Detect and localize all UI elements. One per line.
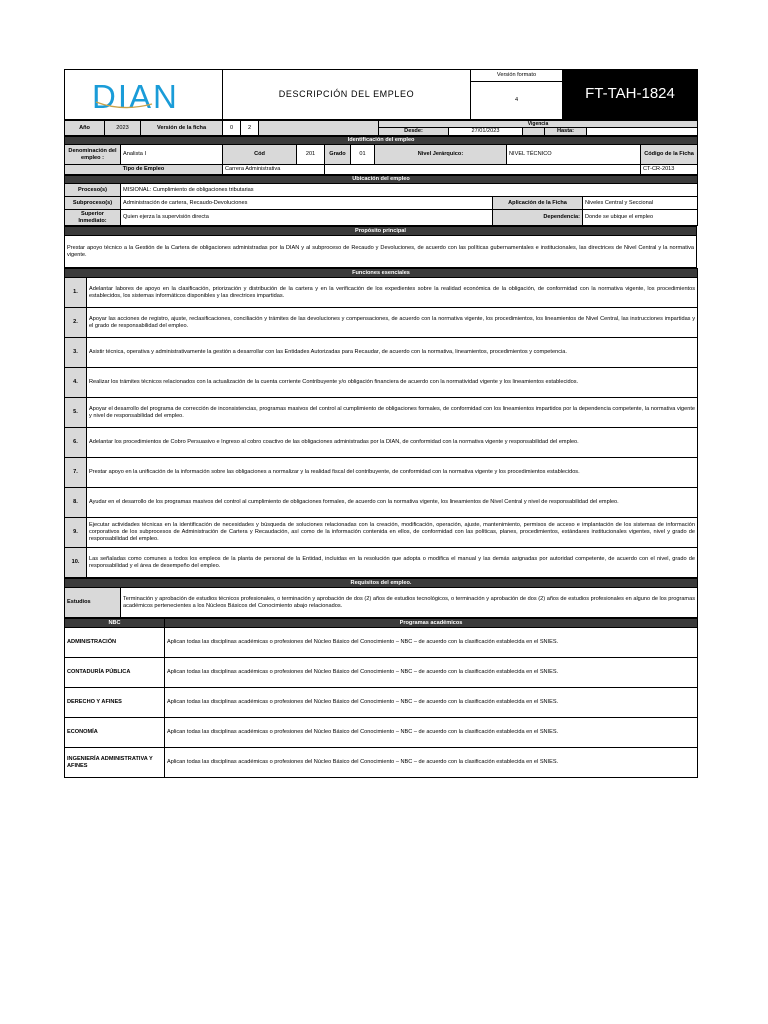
vigencia-label-text: Vigencia — [527, 121, 549, 127]
nbc-name: ECONOMÍA — [65, 718, 165, 748]
function-number: 3. — [65, 338, 87, 368]
codigo-ficha-value: CT-CR-2013 — [641, 165, 698, 175]
nbc-programs: Aplican todas las disciplinas académicas o profesiones del Núcleo Básico del Conocimiento – NBC – de acuerdo con la clasificación establecida en el SNIES. — [165, 718, 698, 748]
nbc-name: CONTADURÍA PÚBLICA — [65, 658, 165, 688]
denominacion-value: Analista I — [121, 145, 223, 165]
proceso-value: MISIONAL: Cumplimiento de obligaciones tributarias — [121, 184, 698, 197]
cod-value: 201 — [297, 145, 325, 165]
nbc-programs: Aplican todas las disciplinas académicas o profesiones del Núcleo Básico del Conocimiento – NBC – de acuerdo con la clasificación establecida en el SNIES. — [165, 658, 698, 688]
job-description-form — [64, 69, 697, 778]
desde-label: Desde: — [379, 128, 449, 136]
denominacion-label: Denominación del empleo : — [65, 145, 121, 165]
function-number: 7. — [65, 458, 87, 488]
dependencia-value: Donde se ubique el empleo — [583, 210, 698, 226]
functions-section — [64, 268, 698, 578]
version-ficha-a: 0 — [223, 121, 241, 136]
estudios-label: Estudios — [65, 588, 121, 618]
form-title: DESCRIPCIÓN DEL EMPLEO — [223, 70, 471, 120]
tipo-spacer — [325, 165, 641, 175]
nbc-programs: Aplican todas las disciplinas académicas o profesiones del Núcleo Básico del Conocimiento – NBC – de acuerdo con la clasificación establecida en el SNIES. — [165, 628, 698, 658]
table-row — [65, 658, 698, 688]
estudios-value: Terminación y aprobación de estudios técnicos profesionales, o terminación y aprobación de dos (2) años de estudios tecnológicos, o terminación y aprobación de dos (2) años de estudios profesionales en alguno de los programas académicos pertenecientes a los Núcleos Básicos del Conocimiento abajo relacionados. — [121, 588, 698, 618]
function-number: 5. — [65, 398, 87, 428]
nbc-name: INGENIERÍA ADMINISTRATIVA Y AFINES — [65, 748, 165, 778]
location-section — [64, 175, 698, 226]
function-text: Realizar los trámites técnicos relacionados con la actualización de la cuenta corriente Contribuyente y/o obligación financiera de acuerdo con la normatividad vigente y los lineamientos establecidos. — [87, 368, 698, 398]
tipo-label: Tipo de Empleo — [65, 165, 223, 175]
nbc-header: NBC — [65, 619, 165, 628]
identification-title: Identificación del empleo — [65, 137, 698, 145]
nivel-value: NIVEL TÉCNICO — [507, 145, 641, 165]
tipo-value: Carrera Administrativa — [223, 165, 325, 175]
nbc-name: DERECHO Y AFINES — [65, 688, 165, 718]
proceso-label: Proceso(s) — [65, 184, 121, 197]
subproceso-label: Subproceso(s) — [65, 197, 121, 210]
purpose-title: Propósito principal — [65, 227, 697, 236]
table-row — [65, 628, 698, 658]
functions-title: Funciones esenciales — [65, 269, 698, 278]
grado-value: 01 — [351, 145, 375, 165]
version-format-value: 4 — [471, 82, 563, 120]
function-text: Adelantar labores de apoyo en la clasificación, priorización y distribución de la cartera y en la verificación de los expedientes sobre la realidad económica de la obligación, de conformidad con la normativa vigente, los procedimientos establecidos, los sistemas informáticos disponibles y las directrices impartidas. — [87, 278, 698, 308]
dependencia-label: Dependencia: — [493, 210, 583, 226]
hasta-value — [587, 128, 698, 136]
function-text: Las señaladas como comunes a todos los empleos de la planta de personal de la Entidad, incluidas en la resolución que adopta o modifica el manual y las demás asignadas por autoridad competente, de acuerdo con el nivel, grado de responsabilidad y el área de desempeño del empleo. — [87, 548, 698, 578]
function-number: 1. — [65, 278, 87, 308]
aplicacion-value: Niveles Central y Seccional — [583, 197, 698, 210]
year-value: 2023 — [105, 121, 141, 136]
function-number: 6. — [65, 428, 87, 458]
form-code: FT-TAH-1824 — [563, 70, 698, 120]
identification-section — [64, 136, 698, 175]
version-ficha-label: Versión de la ficha — [141, 121, 223, 136]
dian-logo-icon — [92, 78, 196, 112]
subproceso-value: Administración de cartera, Recaudo-Devoluciones — [121, 197, 493, 210]
spacer-cell — [259, 121, 379, 136]
form-header — [64, 69, 698, 120]
meta-row — [64, 120, 698, 136]
nbc-table — [64, 618, 698, 778]
function-number: 10. — [65, 548, 87, 578]
spacer-cell-2 — [523, 128, 545, 136]
codigo-ficha-label: Código de la Ficha — [641, 145, 698, 165]
table-row — [65, 718, 698, 748]
svg-text:DIAN: DIAN — [91, 77, 179, 112]
function-number: 2. — [65, 308, 87, 338]
table-row — [65, 688, 698, 718]
function-number: 8. — [65, 488, 87, 518]
nbc-programs: Aplican todas las disciplinas académicas o profesiones del Núcleo Básico del Conocimiento – NBC – de acuerdo con la clasificación establecida en el SNIES. — [165, 748, 698, 778]
dian-logo — [65, 70, 223, 120]
function-number: 4. — [65, 368, 87, 398]
nbc-programs: Aplican todas las disciplinas académicas o profesiones del Núcleo Básico del Conocimiento – NBC – de acuerdo con la clasificación establecida en el SNIES. — [165, 688, 698, 718]
version-ficha-b: 2 — [241, 121, 259, 136]
version-format-label: Versión formato — [471, 70, 563, 82]
requirements-section — [64, 578, 698, 618]
aplicacion-label: Aplicación de la Ficha — [493, 197, 583, 210]
nivel-label: Nivel Jerárquico: — [375, 145, 507, 165]
year-label: Año — [65, 121, 105, 136]
purpose-section — [64, 226, 697, 268]
function-text: Apoyar las acciones de registro, ajuste, reclasificaciones, conciliación y trámites de las devoluciones y compensaciones, de acuerdo con la normativa vigente, los procedimientos, los lineamientos de Nivel Central, las instrucciones impartidas y el grado de responsabilidad del empleo. — [87, 308, 698, 338]
requirements-title: Requisitos del empleo. — [65, 579, 698, 588]
function-text: Ejecutar actividades técnicas en la identificación de necesidades y búsqueda de soluciones relacionadas con la creación, modificación, operación, ajuste, mantenimiento, permisos de acceso e implantación de los sistemas de información corporativos de los subprocesos de Administración de Cartera y Recaudación, así como de la información contenida en ellos, de conformidad con las políticas, planes, procedimientos, estándares institucionales vigentes, nivel y grado de responsabilidad del empleo. — [87, 518, 698, 548]
programas-header: Programas académicos — [165, 619, 698, 628]
nbc-name: ADMINISTRACIÓN — [65, 628, 165, 658]
cod-label: Cód — [223, 145, 297, 165]
superior-value: Quien ejerza la supervisión directa — [121, 210, 493, 226]
purpose-text: Prestar apoyo técnico a la Gestión de la Cartera de obligaciones administradas por la DIAN y al subproceso de Recaudo y Devoluciones, de acuerdo con las políticas gubernamentales e institucionales, las directrices de Nivel Central y la normativa vigente. — [65, 236, 697, 268]
hasta-label: Hasta: — [545, 128, 587, 136]
location-title: Ubicación del empleo — [65, 176, 698, 184]
function-text: Adelantar los procedimientos de Cobro Persuasivo e Ingreso al cobro coactivo de las obligaciones administradas por la DIAN, de conformidad con la normativa vigente y responsabilidad del empleo. — [87, 428, 698, 458]
function-text: Apoyar el desarrollo del programa de corrección de inconsistencias, programas masivos del control al cumplimiento de obligaciones formales, de conformidad con los lineamientos impartidos por la dependencia competente, la normativa vigente y nivel de responsabilidad del empleo. — [87, 398, 698, 428]
grado-label: Grado — [325, 145, 351, 165]
vigencia-label — [379, 121, 698, 128]
function-text: Prestar apoyo en la unificación de la información sobre las obligaciones a normalizar y la realidad fiscal del contribuyente, de conformidad con la normativa vigente y los procedimientos establecidos. — [87, 458, 698, 488]
function-text: Asistir técnica, operativa y administrativamente la gestión a desarrollar con las Entidades Autorizadas para Recaudar, de acuerdo con la normativa, lineamientos, procedimientos y competencia. — [87, 338, 698, 368]
function-text: Ayudar en el desarrollo de los programas masivos del control al cumplimiento de obligaciones formales, de acuerdo con la normativa vigente, los lineamientos de Nivel Central y nivel de responsabilidad del empleo. — [87, 488, 698, 518]
function-number: 9. — [65, 518, 87, 548]
desde-value: 27/01/2023 — [449, 128, 523, 136]
superior-label: Superior Inmediato: — [65, 210, 121, 226]
table-row — [65, 748, 698, 778]
